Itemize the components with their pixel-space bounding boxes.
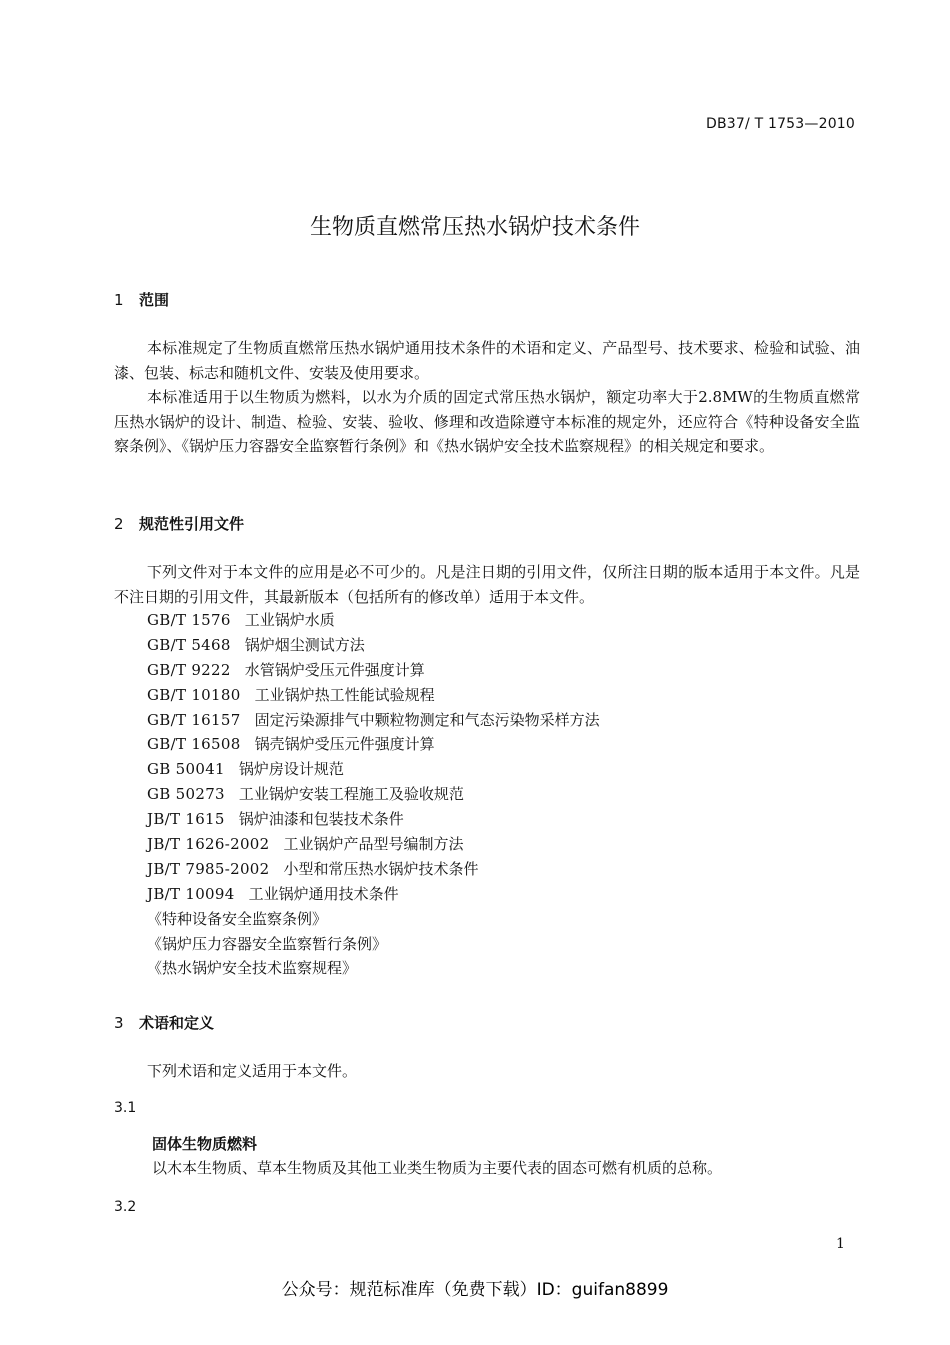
- section-number: 2: [114, 515, 124, 533]
- reference-item: [147, 732, 600, 757]
- reference-title: 小型和常压热水锅炉技术条件: [283, 859, 479, 878]
- reference-title: 《锅炉压力容器安全监察暂行条例》: [147, 934, 388, 953]
- page-number: 1: [836, 1236, 845, 1252]
- term-definition: 以木本生物质、草本生物质及其他工业类生物质为主要代表的固态可燃有机质的总称。: [152, 1159, 723, 1177]
- section-title: 范围: [139, 291, 170, 309]
- reference-code: JB/T 7985-2002: [147, 859, 270, 878]
- section-1-heading: [114, 289, 169, 310]
- reference-list: [147, 608, 600, 981]
- reference-title: 《热水锅炉安全技术监察规程》: [147, 959, 358, 978]
- reference-code: JB/T 1615: [147, 810, 225, 829]
- reference-title: 锅炉房设计规范: [238, 760, 344, 779]
- reference-title: 锅壳锅炉受压元件强度计算: [254, 735, 435, 754]
- reference-item: [147, 608, 600, 633]
- clause-number: 3.2: [114, 1199, 137, 1215]
- reference-title: 固定污染源排气中颗粒物测定和气态污染物采样方法: [254, 710, 600, 729]
- reference-code: GB/T 16508: [147, 735, 241, 754]
- reference-item: [147, 832, 600, 857]
- section-title: 术语和定义: [139, 1014, 215, 1032]
- reference-code: JB/T 10094: [147, 884, 235, 903]
- reference-item: [147, 683, 600, 708]
- section-3-heading: [114, 1012, 214, 1033]
- scope-paragraph-2: 本标准适用于以生物质为燃料，以水为介质的固定式常压热水锅炉，额定功率大于2.8MW的生物质直燃常压热水锅炉的设计、制造、检验、安装、验收、修理和改造除遵守本标准的规定外，还应符合《特种设备安全监察条例》、《锅炉压力容器安全监察暂行条例》和《热水锅炉安全技术监察规程》的相关规定和要求。: [114, 388, 860, 455]
- reference-item: [147, 782, 600, 807]
- reference-item: [147, 658, 600, 683]
- reference-code: GB/T 9222: [147, 660, 231, 679]
- section-title: 规范性引用文件: [139, 515, 245, 533]
- reference-item: [147, 932, 600, 957]
- reference-code: GB 50273: [147, 785, 225, 804]
- reference-item: [147, 807, 600, 832]
- reference-title: 工业锅炉产品型号编制方法: [283, 835, 464, 854]
- terms-intro: 下列术语和定义适用于本文件。: [147, 1062, 358, 1080]
- reference-item: [147, 757, 600, 782]
- standard-code: DB37/ T 1753—2010: [706, 116, 856, 132]
- reference-code: GB/T 16157: [147, 710, 241, 729]
- reference-title: 锅炉烟尘测试方法: [244, 635, 365, 654]
- clause-number: 3.1: [114, 1100, 137, 1116]
- reference-item: [147, 857, 600, 882]
- reference-item: [147, 633, 600, 658]
- reference-item: [147, 882, 600, 907]
- reference-title: 工业锅炉安装工程施工及验收规范: [238, 785, 464, 804]
- reference-title: 工业锅炉热工性能试验规程: [254, 685, 435, 704]
- section-number: 3: [114, 1014, 124, 1032]
- reference-title: 锅炉油漆和包装技术条件: [238, 810, 404, 829]
- section-number: 1: [114, 291, 124, 309]
- section-2-heading: [114, 513, 244, 534]
- footer-watermark: 公众号：规范标准库（免费下载）ID：guifan8899: [281, 1280, 669, 1300]
- reference-title: 工业锅炉水质: [244, 611, 335, 629]
- document-title: 生物质直燃常压热水锅炉技术条件: [309, 215, 640, 240]
- reference-item: [147, 907, 600, 932]
- reference-code: GB/T 1576: [147, 611, 231, 629]
- reference-item: [147, 708, 600, 733]
- reference-code: GB/T 5468: [147, 635, 231, 654]
- reference-title: 工业锅炉通用技术条件: [248, 884, 399, 903]
- reference-title: 水管锅炉受压元件强度计算: [244, 660, 425, 679]
- reference-item: [147, 956, 600, 981]
- reference-code: GB/T 10180: [147, 685, 241, 704]
- term-name: 固体生物质燃料: [152, 1135, 258, 1153]
- reference-title: 《特种设备安全监察条例》: [147, 909, 328, 928]
- references-intro: 下列文件对于本文件的应用是必不可少的。凡是注日期的引用文件，仅所注日期的版本适用于本文件。凡是不注日期的引用文件，其最新版本（包括所有的修改单）适用于本文件。: [114, 563, 860, 606]
- reference-code: JB/T 1626-2002: [147, 835, 270, 854]
- reference-code: GB 50041: [147, 760, 225, 779]
- scope-paragraph-1: 本标准规定了生物质直燃常压热水锅炉通用技术条件的术语和定义、产品型号、技术要求、检验和试验、油漆、包装、标志和随机文件、安装及使用要求。: [114, 339, 860, 382]
